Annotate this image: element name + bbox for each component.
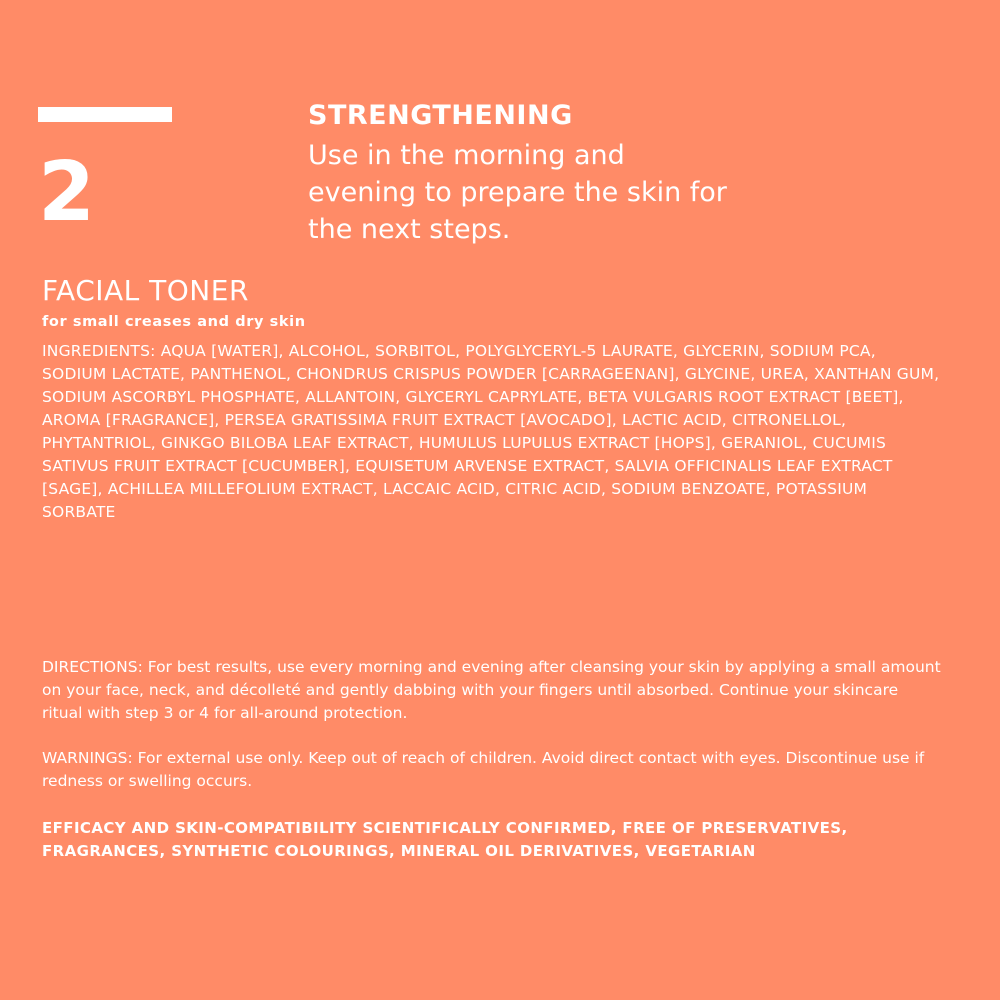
directions-text: DIRECTIONS: For best results, use every morning and evening after cleansing your skin by applying a small amount on your face, neck, and décolleté and gently dabbing with your fingers until absorbed. Continue your skincare ritual with step 3 or 4 for all-around protection. [42, 658, 941, 722]
step-label: STRENGTHENING [308, 100, 573, 131]
step-number: 2 [38, 145, 97, 240]
product-subtitle: for small creases and dry skin [42, 314, 306, 330]
claims-text: EFFICACY AND SKIN-COMPATIBILITY SCIENTIFICALLY CONFIRMED, FREE OF PRESERVATIVES, FRAGRANCES, SYNTHETIC COLOURINGS, MINERAL OIL DERIVATIVES, VEGETARIAN [42, 819, 848, 860]
ingredients-text: INGREDIENTS: AQUA [WATER], ALCOHOL, SORBITOL, POLYGLYCERYL-5 LAURATE, GLYCERIN, SODIUM PCA, SODIUM LACTATE, PANTHENOL, CHONDRUS CRISPUS POWDER [CARRAGEENAN], GLYCINE, UREA, XANTHAN GUM, SODIUM ASCORBYL PHOSPHATE, ALLANTOIN, GLYCERYL CAPRYLATE, BETA VULGARIS ROOT EXTRACT [BEET], AROMA [FRAGRANCE], PERSEA GRATISSIMA FRUIT EXTRACT [AVOCADO], LACTIC ACID, CITRONELLOL, PHYTANTRIOL, GINKGO BILOBA LEAF EXTRACT, HUMULUS LUPULUS EXTRACT [HOPS], GERANIOL, CUCUMIS SATIVUS FRUIT EXTRACT [CUCUMBER], EQUISETUM ARVENSE EXTRACT, SALVIA OFFICINALIS LEAF EXTRACT [SAGE], ACHILLEA MILLEFOLIUM EXTRACT, LACCAIC ACID, CITRIC ACID, SODIUM BENZOATE, POTASSIUM SORBATE [42, 342, 940, 521]
step-description: Use in the morning and evening to prepare the skin for the next steps. [308, 140, 727, 245]
warnings-text: WARNINGS: For external use only. Keep out of reach of children. Avoid direct contact with eyes. Discontinue use if redness or swelling occurs. [42, 749, 925, 790]
product-name: FACIAL TONER [42, 274, 249, 307]
step-divider-bar [38, 107, 172, 122]
